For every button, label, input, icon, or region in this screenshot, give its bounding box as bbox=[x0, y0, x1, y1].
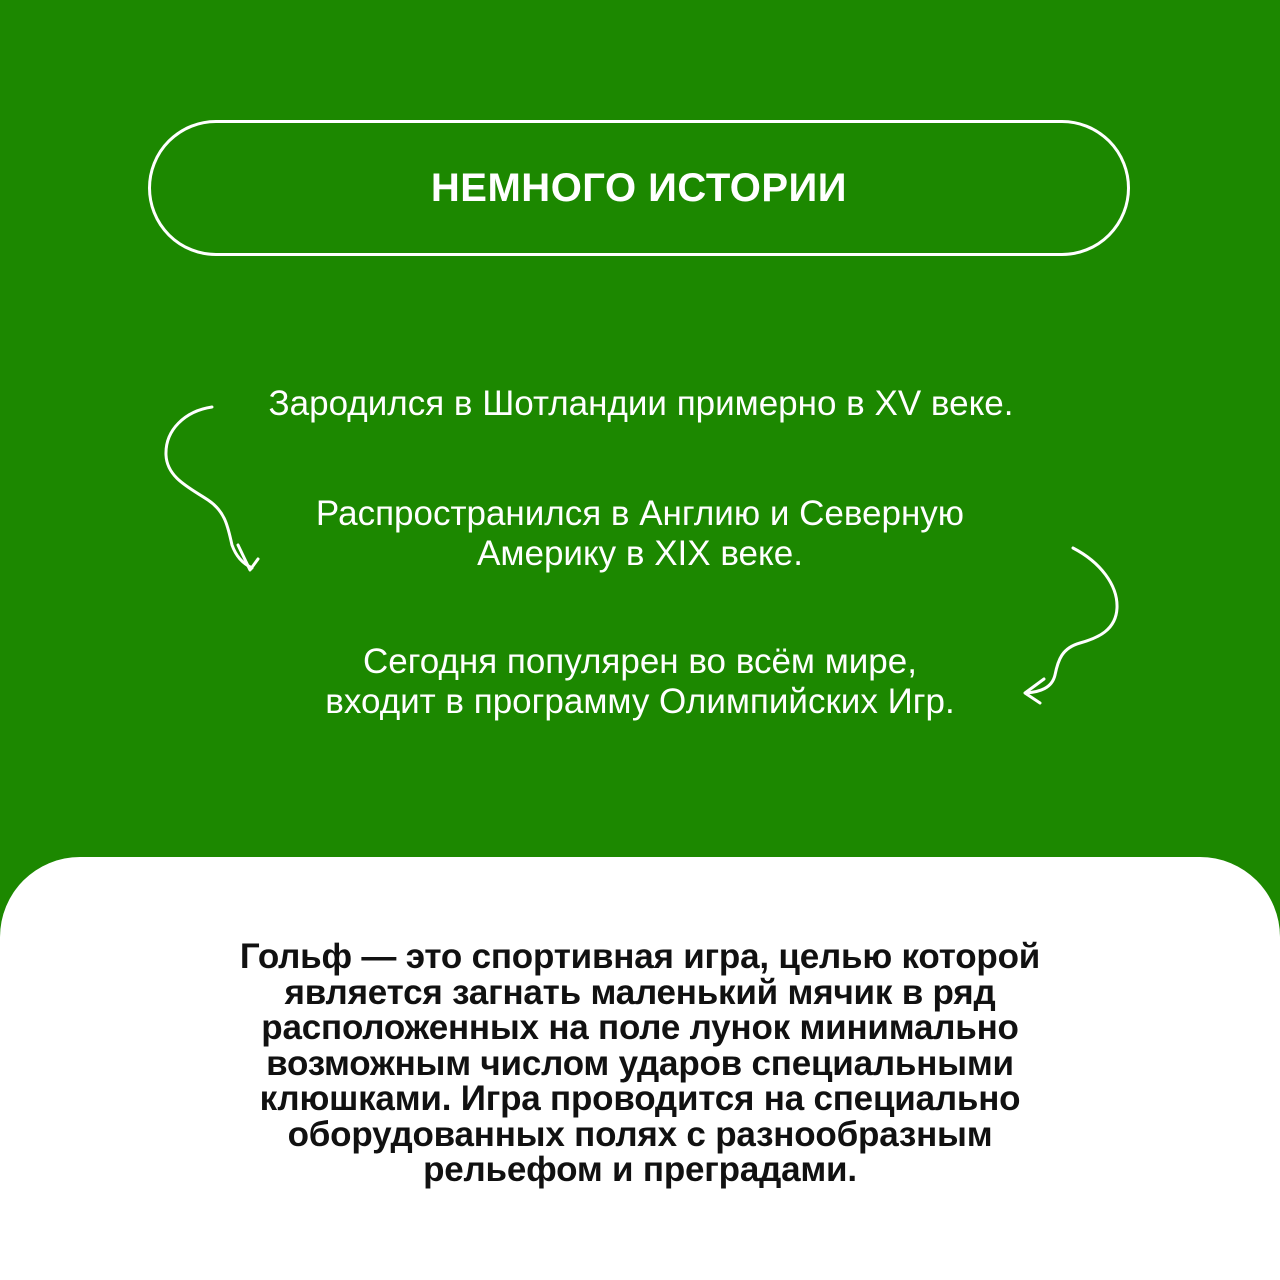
history-fact-1: Зародился в Шотландии примерно в XV веке. bbox=[268, 384, 1014, 423]
history-fact-3 bbox=[0, 642, 1280, 722]
golf-description-text: Гольф — это спортивная игра, целью которой является загнать маленький мячик в ряд расположенных на поле лунок минимально возможным числом ударов специальными клюшками. Игра проводится на специально оборудованных полях с разнообразным рельефом и преградами. bbox=[239, 937, 1041, 1189]
history-fact-3-text: Сегодня популярен во всём мире, входит в программу Олимпийских Игр. bbox=[325, 642, 955, 721]
section-title-pill bbox=[148, 120, 1130, 256]
golf-description bbox=[190, 939, 1090, 1188]
section-title: НЕМНОГО ИСТОРИИ bbox=[430, 165, 848, 210]
history-fact-2 bbox=[0, 494, 1280, 574]
history-fact-2-text: Распространился в Англию и Северную Америку в XIX веке. bbox=[315, 494, 965, 573]
